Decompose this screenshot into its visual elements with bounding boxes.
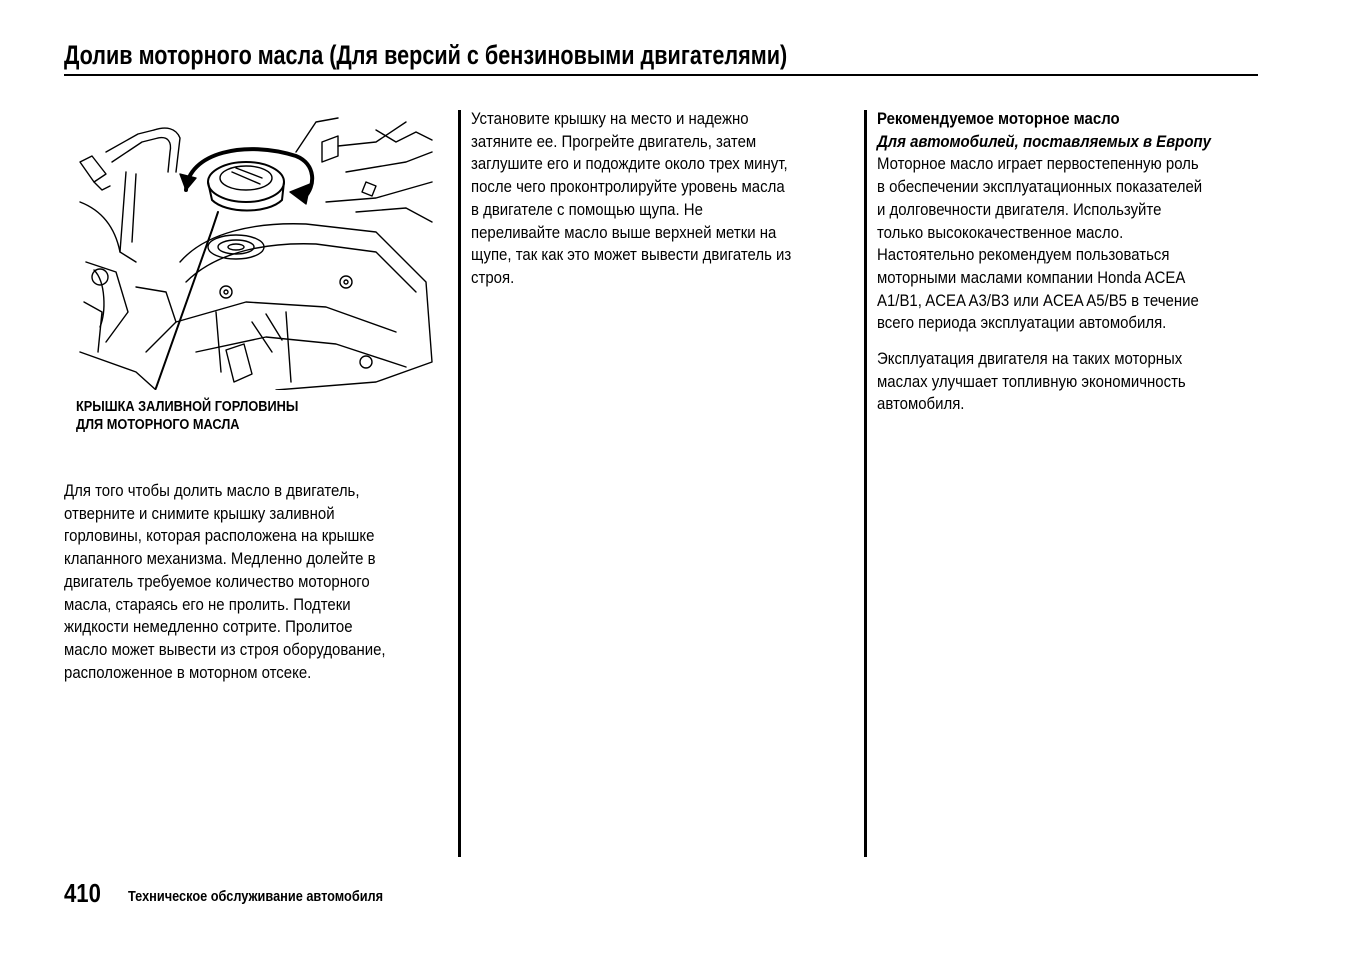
section-heading: Рекомендуемое моторное масло <box>877 109 1120 128</box>
column-divider-1 <box>458 110 461 857</box>
col1-paragraph: Для того чтобы долить масло в двигатель, отверните и снимите крышку заливной горловины, которая расположена на крышке клапанного механизма. Медленно долейте в двигатель требуемое количество моторного масла, стараясь его не пролить. Подтеки жидкости немедленно сотрите. Пролитое масло может вывести из строя оборудование, расположенное в моторном отсеке. <box>64 481 386 682</box>
col3-paragraph-2: Эксплуатация двигателя на таких моторных маслах улучшает топливную экономичность автомобиля. <box>877 349 1186 414</box>
engine-oil-filler-cap-illustration <box>76 112 436 390</box>
figure-caption <box>76 398 329 434</box>
page-number: 410 <box>64 878 101 908</box>
caption-line: КРЫШКА ЗАЛИВНОЙ ГОРЛОВИНЫ <box>76 399 299 415</box>
page-title: Долив моторного масла (Для версий с бензиновыми двигателями) <box>64 40 788 70</box>
col3-section: Рекомендуемое моторное масло Для автомобилей, поставляемых в Европу Моторное масло играет первостепенную роль в обеспечении эксплуатационных показателей и долговечности двигателя. Используйте только высококачественное масло. Настоятельно рекомендуем пользоваться моторными маслами компании Honda ACEA A1/B1, ACEA A3/B3 или ACEA A5/B5 в течение всего периода эксплуатации автомобиля. <box>877 109 1211 333</box>
caption-line: ДЛЯ МОТОРНОГО МАСЛА <box>76 417 240 433</box>
hose-clip-shape <box>80 156 106 182</box>
column-divider-2 <box>864 110 867 857</box>
title-rule <box>64 74 1258 76</box>
col2-paragraph: Установите крышку на место и надежно затяните ее. Прогрейте двигатель, затем заглушите его и подождите около трех минут, после чего проконтролируйте уровень масла в двигателе с помощью щупа. Не переливайте масло выше верхней метки на щупе, так как это может вывести двигатель из строя. <box>471 109 792 287</box>
section-footer: Техническое обслуживание автомобиля <box>128 888 384 905</box>
section-subheading: Для автомобилей, поставляемых в Европу <box>877 131 1211 151</box>
